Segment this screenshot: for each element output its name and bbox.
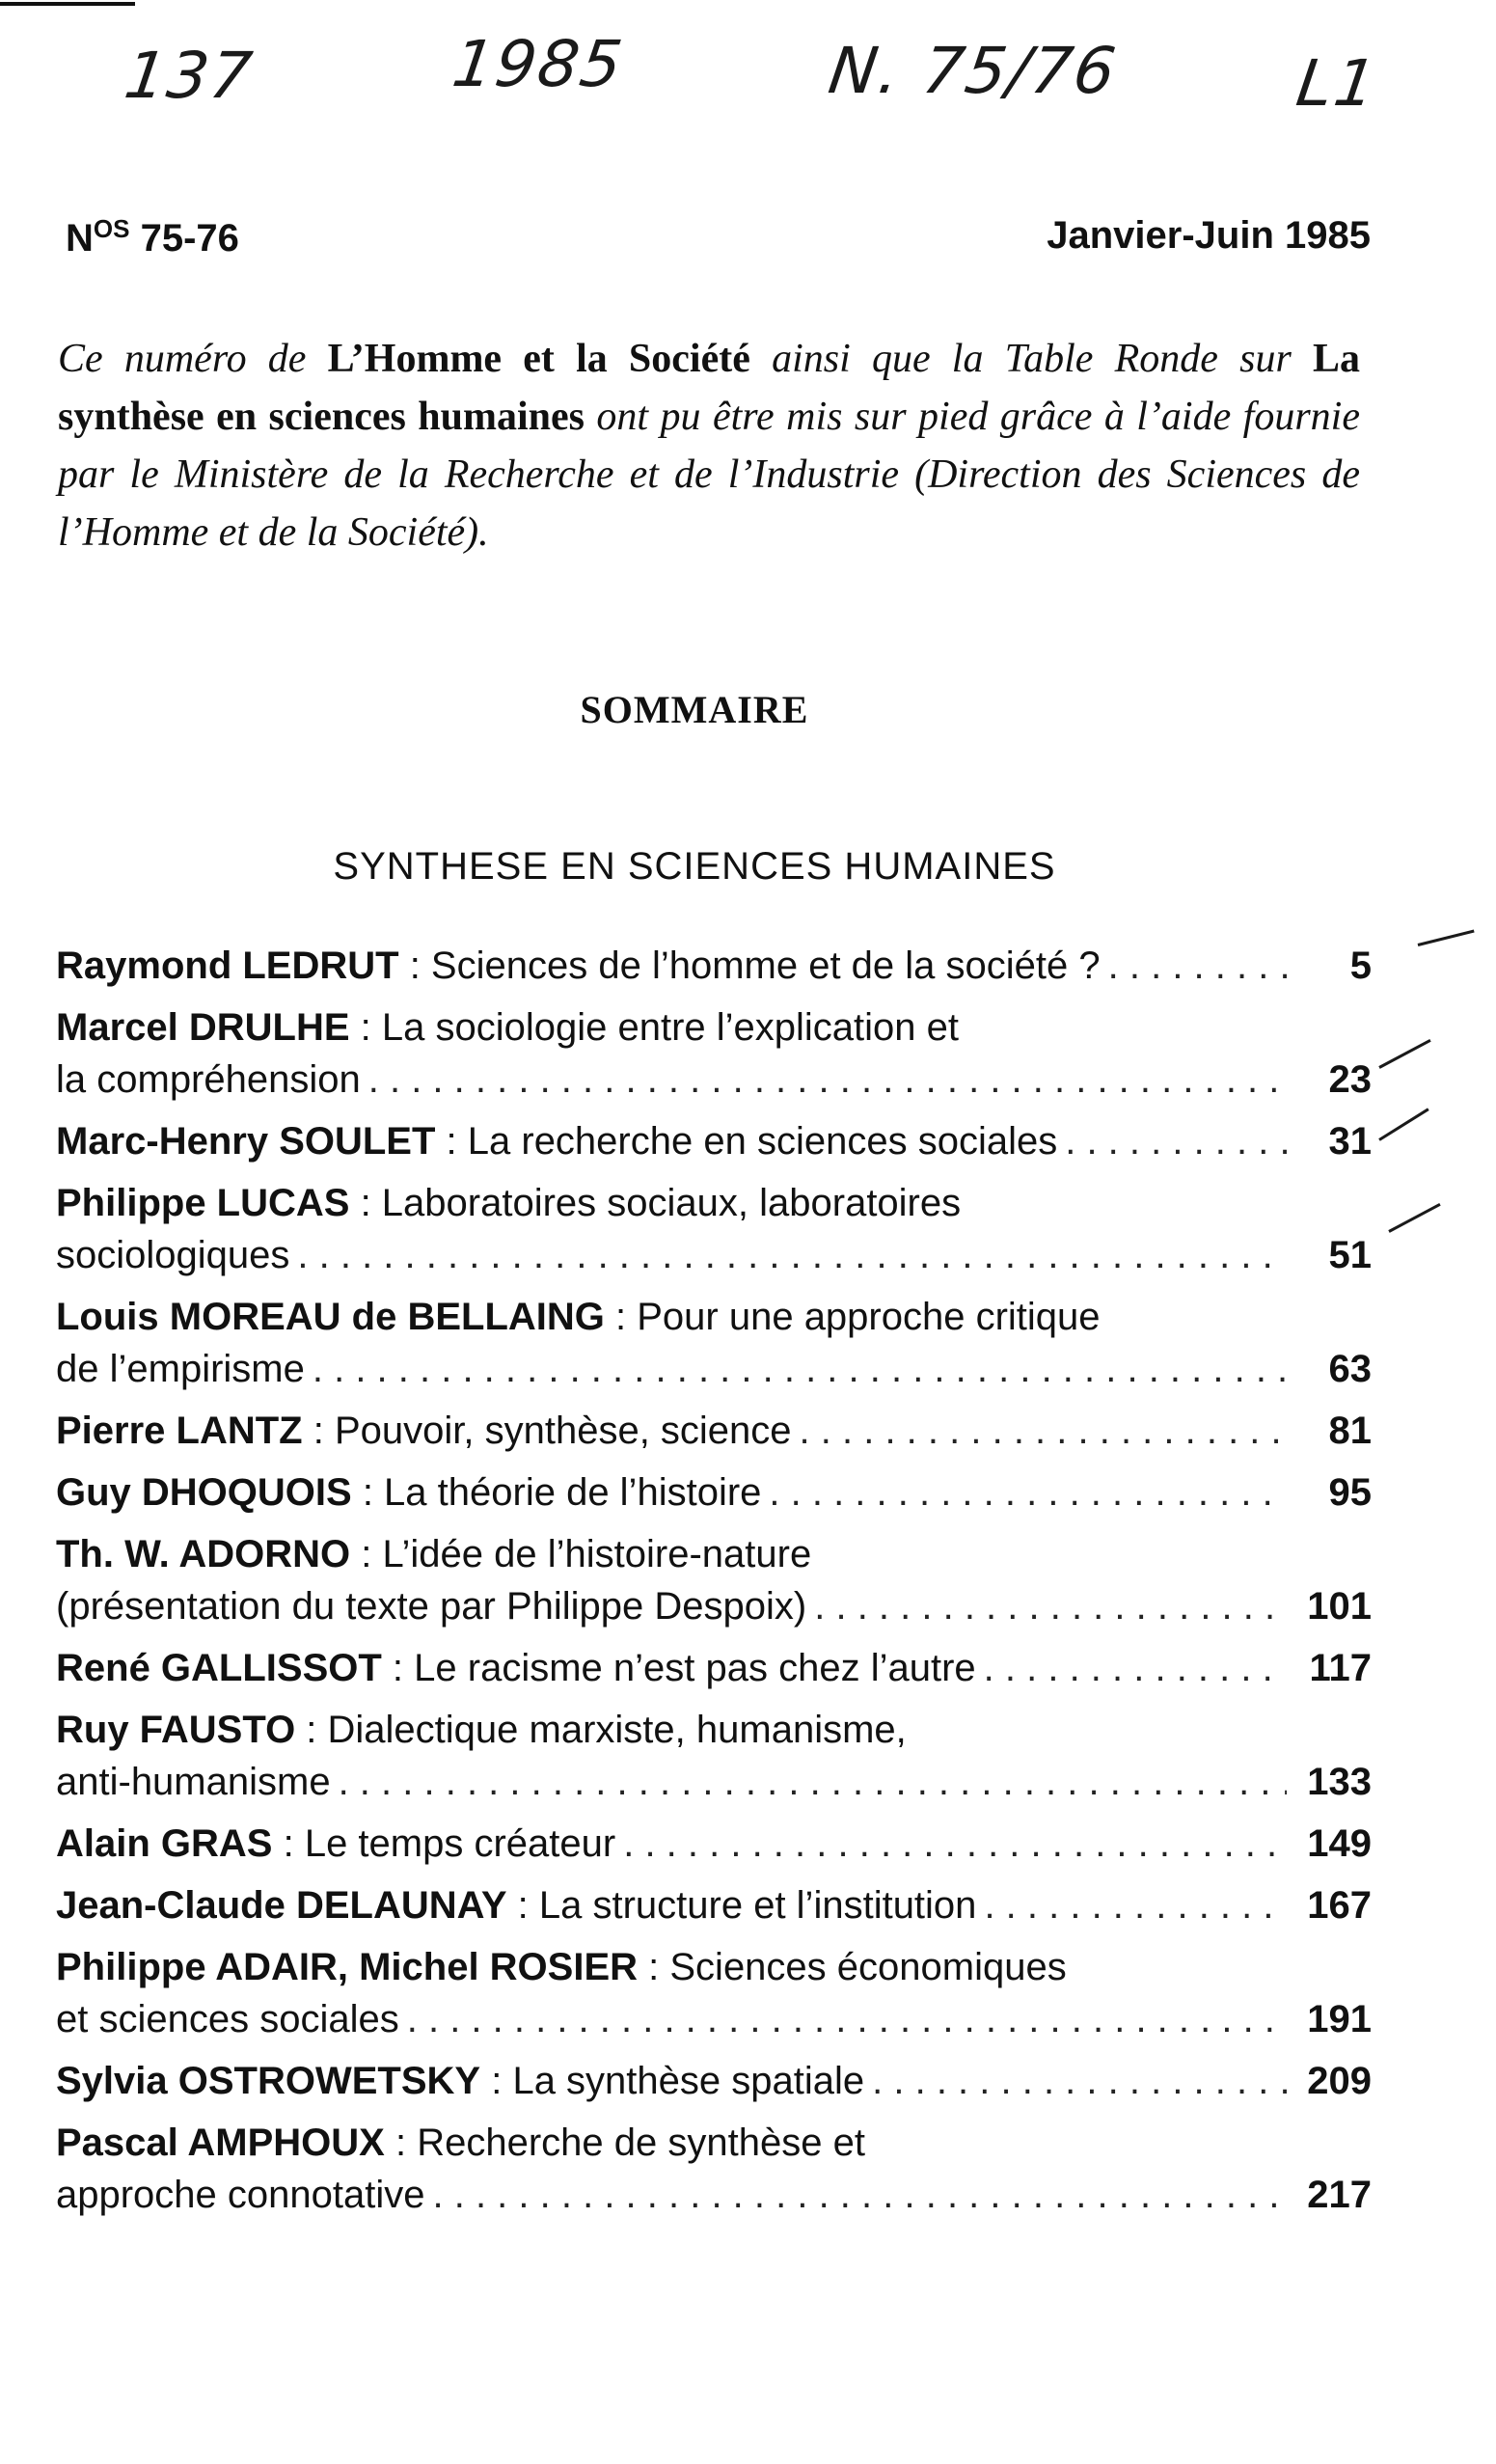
toc-entry-line (56, 1115, 1372, 1167)
toc-author: Guy DHOQUOIS (56, 1471, 352, 1514)
issue-date: Janvier-Juin 1985 (1047, 214, 1371, 257)
dot-leader (800, 1405, 1287, 1457)
toc-entry-line (56, 1343, 1372, 1395)
toc-entry-line (56, 1405, 1372, 1457)
dot-leader (433, 2169, 1288, 2221)
handwritten-mark: L1 (1292, 46, 1383, 121)
toc-page-number: 5 (1349, 945, 1372, 987)
handwritten-year: 1985 (448, 27, 629, 101)
toc-title: la compréhension (56, 1058, 361, 1101)
toc-author: Marc-Henry SOULET (56, 1120, 436, 1163)
toc-entry-line (56, 1818, 1372, 1870)
toc-entry (56, 1466, 1372, 1519)
toc-title: : Sciences de l’homme et de la société ? (398, 945, 1101, 987)
toc-author: Philippe LUCAS (56, 1182, 350, 1224)
toc-entry-line (56, 1879, 1372, 1931)
toc-page-number: 209 (1307, 2060, 1372, 2102)
toc-title: : L’idée de l’histoire-nature (350, 1533, 812, 1575)
toc-page-number: 133 (1307, 1761, 1372, 1803)
toc-page-number: 101 (1307, 1585, 1372, 1628)
toc-title: de l’empirisme (56, 1348, 305, 1390)
toc-title: (présentation du texte par Philippe Despoix) (56, 1585, 807, 1628)
dot-leader (769, 1466, 1287, 1519)
toc-page-number: 217 (1307, 2174, 1372, 2216)
toc-title: : La sociologie entre l’explication et (349, 1006, 959, 1049)
toc-entry-line (56, 1993, 1372, 2045)
toc-entry (56, 1941, 1372, 2045)
toc-page-number: 23 (1328, 1058, 1372, 1101)
toc-page-number: 117 (1309, 1647, 1372, 1689)
dot-leader (814, 1580, 1287, 1632)
toc-entry-line (56, 1580, 1372, 1632)
toc-page-number: 149 (1307, 1822, 1372, 1865)
toc-title: : Laboratoires sociaux, laboratoires (349, 1182, 962, 1224)
toc-entry-line (56, 1642, 1372, 1694)
toc-author: Philippe ADAIR, Michel ROSIER (56, 1946, 639, 1988)
toc-author: Jean-Claude DELAUNAY (56, 1884, 507, 1927)
dot-leader (297, 1229, 1287, 1281)
toc-entry (56, 940, 1372, 992)
toc-entry (56, 1704, 1372, 1808)
toc-entry (56, 1818, 1372, 1870)
toc-page-number: 51 (1328, 1234, 1372, 1276)
dot-leader (984, 1642, 1287, 1694)
toc-entry (56, 2117, 1372, 2221)
toc-page-number: 167 (1307, 1884, 1372, 1927)
dot-leader (1108, 940, 1287, 992)
toc-entry (56, 1115, 1372, 1167)
toc-author: Ruy FAUSTO (56, 1709, 296, 1751)
dot-leader (407, 1993, 1287, 2045)
dot-leader (313, 1343, 1287, 1395)
toc-page-number: 63 (1328, 1348, 1372, 1390)
toc-page-number: 81 (1328, 1410, 1372, 1452)
toc-author: Marcel DRULHE (56, 1006, 350, 1049)
toc-title: anti-humanisme (56, 1761, 331, 1803)
dot-leader (1065, 1115, 1287, 1167)
toc-entry-line (56, 1229, 1372, 1281)
toc-page-number: 31 (1328, 1120, 1372, 1163)
toc-title: : La recherche en sciences sociales (435, 1120, 1058, 1163)
pencil-tick-mark (1418, 930, 1475, 946)
toc-entry (56, 1528, 1372, 1632)
toc-entry-line (56, 1941, 1372, 1993)
dot-leader (984, 1879, 1287, 1931)
toc-title: : Pouvoir, synthèse, science (302, 1410, 792, 1452)
handwritten-issue: N. 75/76 (824, 34, 1122, 108)
toc-title: : Pour une approche critique (604, 1296, 1101, 1338)
toc-entry (56, 1405, 1372, 1457)
toc-title: : Le racisme n’est pas chez l’autre (381, 1647, 976, 1689)
toc-entry (56, 1177, 1372, 1281)
sommaire-heading: SOMMAIRE (580, 688, 809, 731)
toc-entry-line (56, 1704, 1372, 1756)
toc-title: : Dialectique marxiste, humanisme, (295, 1709, 907, 1751)
toc-entry-line (56, 1756, 1372, 1808)
toc-title: : Le temps créateur (272, 1822, 616, 1865)
toc-entry (56, 1879, 1372, 1931)
toc-entry-line (56, 2117, 1372, 2169)
pencil-tick-mark (1388, 1203, 1440, 1233)
dot-leader (872, 2055, 1287, 2107)
toc-entry-line (56, 1528, 1372, 1580)
toc-entry (56, 2055, 1372, 2107)
toc-author: Th. W. ADORNO (56, 1533, 351, 1575)
toc-page-number: 191 (1307, 1998, 1372, 2040)
toc-page-number: 95 (1328, 1471, 1372, 1514)
toc-author: Pierre LANTZ (56, 1410, 303, 1452)
scan-edge-mark (0, 2, 135, 6)
section-heading: SYNTHESE EN SCIENCES HUMAINES (333, 845, 1056, 888)
toc-author: René GALLISSOT (56, 1647, 382, 1689)
dot-leader (623, 1818, 1287, 1870)
toc-entry-line (56, 1001, 1372, 1054)
toc-title: : Sciences économiques (638, 1946, 1067, 1988)
toc-title: : La structure et l’institution (506, 1884, 977, 1927)
toc-author: Pascal AMPHOUX (56, 2122, 385, 2164)
dot-leader (368, 1054, 1287, 1106)
handwritten-number: 137 (120, 39, 258, 113)
toc-title: : La synthèse spatiale (480, 2060, 865, 2102)
intro-paragraph: Ce numéro de L’Homme et la Société ainsi que la Table Ronde sur La synthèse en sciences humaines ont pu être mis sur pied grâce à l’aide fournie par le Ministère de la Recherche et de l’Industrie (Direction des Sciences de l’Homme et de la Société). (58, 337, 1361, 555)
toc-author: Louis MOREAU de BELLAING (56, 1296, 605, 1338)
toc-author: Raymond LEDRUT (56, 945, 399, 987)
pencil-tick-mark (1378, 1108, 1428, 1140)
toc-title: et sciences sociales (56, 1998, 399, 2040)
toc-entry (56, 1291, 1372, 1395)
toc-author: Alain GRAS (56, 1822, 273, 1865)
dot-leader (339, 1756, 1287, 1808)
toc-entry (56, 1001, 1372, 1106)
toc-entry-line (56, 1177, 1372, 1229)
issue-number: $N^{OS}$ 75-76 (66, 214, 239, 260)
toc-author: Sylvia OSTROWETSKY (56, 2060, 481, 2102)
toc-title: approche connotative (56, 2174, 425, 2216)
toc-title: sociologiques (56, 1234, 290, 1276)
table-of-contents (56, 940, 1372, 2231)
toc-title: : Recherche de synthèse et (384, 2122, 865, 2164)
toc-entry-line (56, 1291, 1372, 1343)
toc-entry-line (56, 940, 1372, 992)
toc-entry-line (56, 2169, 1372, 2221)
toc-entry-line (56, 1466, 1372, 1519)
toc-title: : La théorie de l’histoire (351, 1471, 762, 1514)
toc-entry-line (56, 2055, 1372, 2107)
pencil-tick-mark (1378, 1039, 1430, 1069)
toc-entry (56, 1642, 1372, 1694)
toc-entry-line (56, 1054, 1372, 1106)
